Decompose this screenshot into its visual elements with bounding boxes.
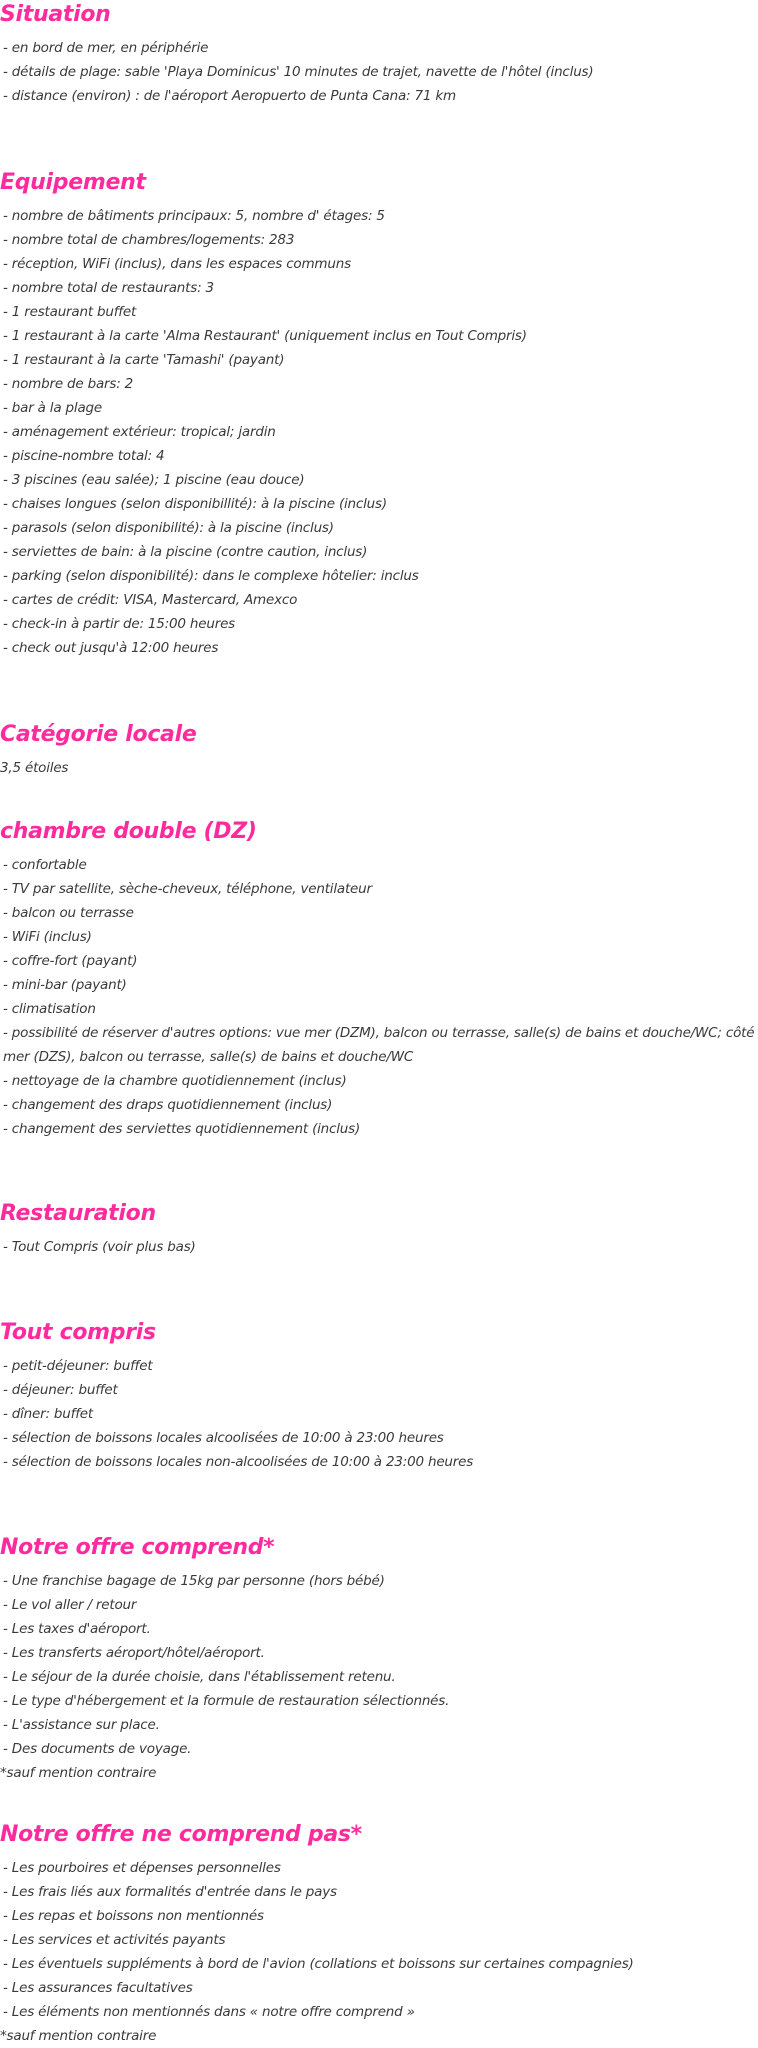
section-3: [0, 720, 758, 780]
list-item: - check out jusqu'à 12:00 heures: [3, 640, 219, 656]
section-lines: [0, 1354, 758, 1474]
list-item: - nettoyage de la chambre quotidiennement (inclus): [3, 1073, 347, 1089]
list-item: - Le séjour de la durée choisie, dans l'établissement retenu.: [3, 1669, 396, 1685]
section-heading: Catégorie locale: [0, 722, 197, 747]
section-lines: [0, 36, 758, 108]
section-lines: [0, 204, 758, 660]
list-item: - climatisation: [3, 1001, 96, 1017]
list-item: - Le type d'hébergement et la formule de restauration sélectionnés.: [3, 1693, 450, 1709]
list-item: - nombre total de restaurants: 3: [3, 280, 214, 296]
section-5: [0, 1199, 758, 1259]
list-item: - Les assurances facultatives: [3, 1980, 193, 1996]
list-item: - déjeuner: buffet: [3, 1382, 118, 1398]
section-6: [0, 1318, 758, 1474]
list-item: - 1 restaurant à la carte 'Tamashi' (payant): [3, 352, 285, 368]
list-item: - serviettes de bain: à la piscine (contre caution, inclus): [3, 544, 368, 560]
list-item: - Les transferts aéroport/hôtel/aéroport.: [3, 1645, 265, 1661]
list-item: - Les repas et boissons non mentionnés: [3, 1908, 264, 1924]
list-item: - L'assistance sur place.: [3, 1717, 160, 1733]
list-item: - Les éventuels suppléments à bord de l'avion (collations et boissons sur certaines compagnies): [3, 1956, 634, 1972]
list-item: - sélection de boissons locales non-alcoolisées de 10:00 à 23:00 heures: [3, 1454, 474, 1470]
list-item: - parking (selon disponibilité): dans le complexe hôtelier: inclus: [3, 568, 419, 584]
list-item: - cartes de crédit: VISA, Mastercard, Amexco: [3, 592, 298, 608]
list-item: - aménagement extérieur: tropical; jardin: [3, 424, 276, 440]
list-item: - détails de plage: sable 'Playa Dominicus' 10 minutes de trajet, navette de l'hôtel (inclus): [3, 64, 594, 80]
section-lines: [0, 756, 758, 780]
list-item: - Les taxes d'aéroport.: [3, 1621, 151, 1637]
section-4: [0, 817, 758, 1141]
list-item: *sauf mention contraire: [0, 1765, 157, 1781]
list-item: - 1 restaurant buffet: [3, 304, 137, 320]
list-item: - petit-déjeuner: buffet: [3, 1358, 153, 1374]
list-item: - Tout Compris (voir plus bas): [3, 1239, 196, 1255]
section-8: [0, 1820, 758, 2048]
section-heading: chambre double (DZ): [0, 819, 257, 844]
section-7: [0, 1533, 758, 1785]
list-item: - confortable: [3, 857, 87, 873]
section-lines: [0, 1235, 758, 1259]
section-2: [0, 168, 758, 660]
section-heading: Situation: [0, 2, 111, 27]
list-item: - Les services et activités payants: [3, 1932, 226, 1948]
list-item: - 3 piscines (eau salée); 1 piscine (eau douce): [3, 472, 305, 488]
list-item: - possibilité de réserver d'autres options: vue mer (DZM), balcon ou terrasse, salle(s) de bains et douche/WC; côté mer (DZS), balcon ou terrasse, salle(s) de bains et douche/WC: [3, 1025, 755, 1065]
list-item: - Les éléments non mentionnés dans « notre offre comprend »: [3, 2004, 415, 2020]
list-item: - mini-bar (payant): [3, 977, 127, 993]
section-heading: Restauration: [0, 1201, 156, 1226]
list-item: - piscine-nombre total: 4: [3, 448, 165, 464]
list-item: - dîner: buffet: [3, 1406, 93, 1422]
list-item: - sélection de boissons locales alcoolisées de 10:00 à 23:00 heures: [3, 1430, 444, 1446]
section-lines: [0, 1569, 758, 1785]
list-item: - réception, WiFi (inclus), dans les espaces communs: [3, 256, 351, 272]
list-item: - 1 restaurant à la carte 'Alma Restaurant' (uniquement inclus en Tout Compris): [3, 328, 527, 344]
list-item: - bar à la plage: [3, 400, 102, 416]
list-item: - changement des serviettes quotidiennement (inclus): [3, 1121, 361, 1137]
list-item: - balcon ou terrasse: [3, 905, 134, 921]
list-item: - nombre de bars: 2: [3, 376, 134, 392]
list-item: - Le vol aller / retour: [3, 1597, 137, 1613]
list-item: - Une franchise bagage de 15kg par personne (hors bébé): [3, 1573, 385, 1589]
list-item: - nombre total de chambres/logements: 283: [3, 232, 295, 248]
list-item: *sauf mention contraire: [0, 2028, 157, 2044]
list-item: 3,5 étoiles: [0, 760, 69, 776]
list-item: - check-in à partir de: 15:00 heures: [3, 616, 236, 632]
section-lines: [0, 853, 758, 1141]
list-item: - Les frais liés aux formalités d'entrée dans le pays: [3, 1884, 337, 1900]
section-heading: Notre offre ne comprend pas*: [0, 1822, 362, 1847]
section-heading: Notre offre comprend*: [0, 1535, 275, 1560]
list-item: - Des documents de voyage.: [3, 1741, 192, 1757]
section-1: [0, 0, 758, 108]
list-item: - coffre-fort (payant): [3, 953, 138, 969]
list-item: - chaises longues (selon disponibillité): à la piscine (inclus): [3, 496, 387, 512]
section-heading: Equipement: [0, 170, 146, 195]
list-item: - parasols (selon disponibilité): à la piscine (inclus): [3, 520, 334, 536]
list-item: - TV par satellite, sèche-cheveux, téléphone, ventilateur: [3, 881, 372, 897]
section-heading: Tout compris: [0, 1320, 156, 1345]
list-item: - changement des draps quotidiennement (inclus): [3, 1097, 333, 1113]
list-item: - nombre de bâtiments principaux: 5, nombre d' étages: 5: [3, 208, 385, 224]
list-item: - WiFi (inclus): [3, 929, 92, 945]
list-item: - Les pourboires et dépenses personnelles: [3, 1860, 281, 1876]
list-item: - distance (environ) : de l'aéroport Aeropuerto de Punta Cana: 71 km: [3, 88, 456, 104]
section-lines: [0, 1856, 758, 2048]
list-item: - en bord de mer, en périphérie: [3, 40, 209, 56]
